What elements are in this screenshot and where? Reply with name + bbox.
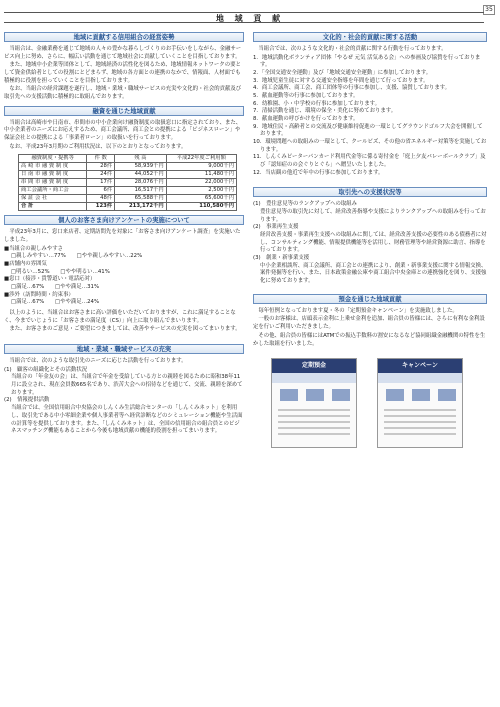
list-item: 8．献血運動の呼びかけを行っております。 xyxy=(253,116,359,123)
table-header-row xyxy=(19,155,237,163)
table-cell: 123件 xyxy=(87,203,115,211)
paragraph: また、お客さまのご意見・ご要望につきましては、改善やサービスの充実を図ってまいります。 xyxy=(9,326,241,333)
list-item: 2．「全国交通安全運動」及び「地域交通安全運動」に参加しております。 xyxy=(253,70,432,77)
campaign-flyer-image xyxy=(271,358,357,448)
campaign-flyer-image xyxy=(377,358,463,448)
column-header: 平成22年度ご利用額 xyxy=(166,155,236,163)
table-row xyxy=(19,179,237,187)
right-column xyxy=(253,28,487,452)
table-row xyxy=(19,163,237,171)
table-cell: 28件 xyxy=(87,163,115,171)
list-item: 10．環境問題への取組みの一環として、クールビズ、その他の省エネルギー対策等を実施しております。 xyxy=(253,139,487,153)
paragraph: 一般のお客様は、店頭表示金利に上乗せ金利を追加、組合員の皆様には、さらに有利な金利設定を行いご利用いただきました。 xyxy=(253,316,485,331)
list-item: 3．地域児童生徒に対する交通安全指導を年間を通じて行っております。 xyxy=(253,77,429,84)
section-heading-services: 地域・業域・職域サービスの充実 xyxy=(4,344,244,354)
paragraph: 当組合では、全国信用組合中央協会のしんくみ生活総合センターの「しんくみネット」を利用し、取引先である中小零細企業や個人事業者等へ経営診断などのシミュレーション機能や生活面の計算等を提供しております。また、「しんくみネット」は、全国の信用組合の組合員とのビジネスマッチング機能もあることから今後も地域貢献の機能的役割を担ってまいります。 xyxy=(11,405,243,435)
table-cell: 44,052千円 xyxy=(115,171,167,179)
survey-answer: □明るい…52% □やや明るい…41% xyxy=(11,268,110,275)
list-item-label: (1) 顧客の組織化とその活動状況 xyxy=(4,366,88,373)
survey-answer: □満足…67% □やや満足…24% xyxy=(11,299,100,306)
table-cell: 日 南 市 融 資 制 度 xyxy=(19,171,87,179)
paragraph: 当組合では、次のような文化的・社会的貢献に関する行動を行っております。 xyxy=(258,46,447,52)
paragraph: 当組合は高崎市や日南市、串間市の中小企業向け融資制度の取扱窓口に指定されており、また、中小企業者のニーズにお応えするため、商工会議所、商工会との提携による「ビジネスローン」や保証会社との提携による「事業者ローン」の取扱いを行っております。 xyxy=(4,119,242,142)
survey-question: ■渉外（訪問時間・約束事） xyxy=(4,291,74,298)
column-header: 融資制度・提携等 xyxy=(19,155,87,163)
table-cell: 17件 xyxy=(87,179,115,187)
section-heading-support: 取引先への支援状況等 xyxy=(253,187,487,197)
paragraph: なお、平成23年3月期のご利用状況は、以下のとおりとなっております。 xyxy=(9,143,187,150)
flyer-title: キャンペーン xyxy=(378,359,462,373)
table-cell: 2,500千円 xyxy=(166,187,236,195)
table-row xyxy=(19,171,237,179)
paragraph: また、地域中小企業等団体として、地域経済の活性化を図るため、地域情報ネットワークの要として資金供給者としての役割にとどまらず、地域の各方面との連携のなかで、情報面、人材面でも積極的に役割を担っていくことを目指しております。 xyxy=(4,62,241,84)
paragraph: 毎年恒例となっております夏・冬の「定期預金キャンペーン」を実施致しました。 xyxy=(258,307,458,314)
column-header: 件 数 xyxy=(87,155,115,163)
table-cell: 24件 xyxy=(87,171,115,179)
paragraph: その他、組合員の皆様にはATMでの振込手数料の割安になるなど協同組織金融機関の特性を生かした取組を行いました。 xyxy=(253,332,486,347)
list-item-label: (3) 創業・新事業支援 xyxy=(253,255,310,262)
list-item: 5．献血運動等の行事に参加しております。 xyxy=(253,93,359,100)
table-cell: 58,939千円 xyxy=(115,163,167,171)
table-cell: 22,000千円 xyxy=(166,179,236,187)
section-heading-management: 地域に貢献する信用組合の経営姿勢 xyxy=(4,32,244,42)
table-cell: 合 計 xyxy=(19,203,87,211)
list-item-label: (2) 事業再生支援 xyxy=(253,224,299,231)
survey-question: ■窓口（接涉・貴警道い・電話応対） xyxy=(4,276,96,283)
table-cell: 110,580千円 xyxy=(166,203,236,211)
table-cell: 65,588千円 xyxy=(115,195,167,203)
list-item: 1．地域活動化ボランティア団体「やるぜ 元気 活気ある会」への参画及び協賛を行っております。 xyxy=(253,54,481,69)
table-total-row xyxy=(19,203,237,211)
survey-question: ■当組合の親しみやすさ xyxy=(4,245,63,252)
section-heading-loans: 融資を通じた地域貢献 xyxy=(4,106,244,116)
table-cell: 65,600千円 xyxy=(166,195,236,203)
section-heading-social: 文化的・社会的貢献に関する活動 xyxy=(253,32,487,42)
page-title: 地 域 貢 献 xyxy=(215,14,285,23)
table-cell: 商工会議所・商工会 xyxy=(19,187,87,195)
paragraph: 豊住意見等の取引先に対して、経営改善指導や支援によりランクアップへの取組みを行っております。 xyxy=(260,209,486,223)
list-item: 7．清掃活動を通じ、環境の保全・美化に努めております。 xyxy=(253,108,397,115)
list-item-label: (1) 豊住意見等のランクアップへの取組み xyxy=(253,201,358,208)
paragraph: 経営改善支援・事業再生支援への取組みに関しては、経営改善支援の必要性のある債務者に対し、コンサルティング機能、情報提供機能等を活用し、財務管理等や経営資源に助言、指導を行っております。 xyxy=(260,232,487,254)
table-cell: 串 間 市 融 資 制 度 xyxy=(19,179,87,187)
table-cell: 保 証 会 社 xyxy=(19,195,87,203)
section-heading-deposits: 預金を通じた地域貢献 xyxy=(253,294,487,304)
table-row xyxy=(19,195,237,203)
column-header: 残 高 xyxy=(115,155,167,163)
list-item: 6．幼稚園、小・中学校の行事に参加しております。 xyxy=(253,100,380,107)
campaign-flyers xyxy=(253,354,487,452)
table-cell: 9,000千円 xyxy=(166,163,236,171)
table-cell: 6件 xyxy=(87,187,115,195)
paragraph: 当組合の「年金友の会」は、当組合で年金を受給している方との親睦を図るために昭和38年11月に設立され、現在会員数665名であり、渋苦大会への招待などを通じて、交流、親睦を深めております。 xyxy=(11,374,243,396)
list-item: 9．地域住民・高齢者との交流及び健康維持促進の一環としてグラウンドゴルフ大会を開催しております。 xyxy=(253,123,483,138)
list-item-label: (2) 情報提供活動 xyxy=(4,397,50,404)
table-cell: 16,517千円 xyxy=(115,187,167,195)
loan-usage-table xyxy=(18,154,237,211)
table-cell: 213,172千円 xyxy=(115,203,167,211)
table-row xyxy=(19,187,237,195)
table-cell: 11,480千円 xyxy=(166,171,236,179)
section-heading-survey: 個人のお客さま向けアンケートの実施について xyxy=(4,215,244,225)
table-cell: 高 崎 市 融 資 制 度 xyxy=(19,163,87,171)
survey-answer: □親しみやすい…77% □やや親しみやすい…22% xyxy=(11,253,143,260)
paragraph: 平成23年3月に、窓口来店者、定期訪問先を対象に「お客さま向けアンケート調査」を実施いたしました。 xyxy=(4,229,241,244)
survey-question: ■店舗内の雰囲気 xyxy=(4,261,47,268)
paragraph: 当組合では、次のような取引先のニーズに応じた活動を行っております。 xyxy=(9,358,187,365)
page-number: 35 xyxy=(483,5,495,15)
list-item: 11．しんくみピーターパンカード利用代金等に係る寄付金を「庭上夕友バレーボールクラブ」及び「認知症のの会ぐりとぐら」へ贈呈いたしました。 xyxy=(253,154,486,169)
paragraph: なお、当組合の経営課題を遂行し、地域・業域・職域サービスの充実や文化的・社会的貢献及び取引先への支援活動に積極的に取組んでおります。 xyxy=(4,86,242,101)
list-item: 12．当店観の他近で年中の行事に参加しております。 xyxy=(253,169,384,176)
table-cell: 28,076千円 xyxy=(115,179,167,187)
left-column xyxy=(4,28,244,436)
list-item: 4．商工会議所、商工会、商工団体等の行事に参加し、支援、協賛しております。 xyxy=(253,85,451,92)
table-cell: 48件 xyxy=(87,195,115,203)
paragraph: 以上のように、当組合はお客さまに高い評価をいただいておりますが、これに満足することなく、今までいじょうに「お客さまの満足度（CS）」向上に取り組んでまいります。 xyxy=(4,310,236,324)
paragraph: 中小企業相談所、商工会議所、商工会との連携により、創業・新事業支援に関する情報交換、案件発掘等を行い、また、日本政策金融公庫や商工組合中央金庫との連携強化を図り、支援強化に努めております。 xyxy=(260,262,487,285)
paragraph: 当組合は、金融業務を通じて地域の人々の豊かな暮らしづくりのお手伝いをしながら、金融サービス向上に努め、さらに、幅広い活動を通じて地域社会に貢献していくことを目指しております。 xyxy=(4,46,242,60)
survey-answer: □満足…67% □やや満足…31% xyxy=(11,284,100,291)
flyer-title: 定期預金 xyxy=(272,359,356,373)
